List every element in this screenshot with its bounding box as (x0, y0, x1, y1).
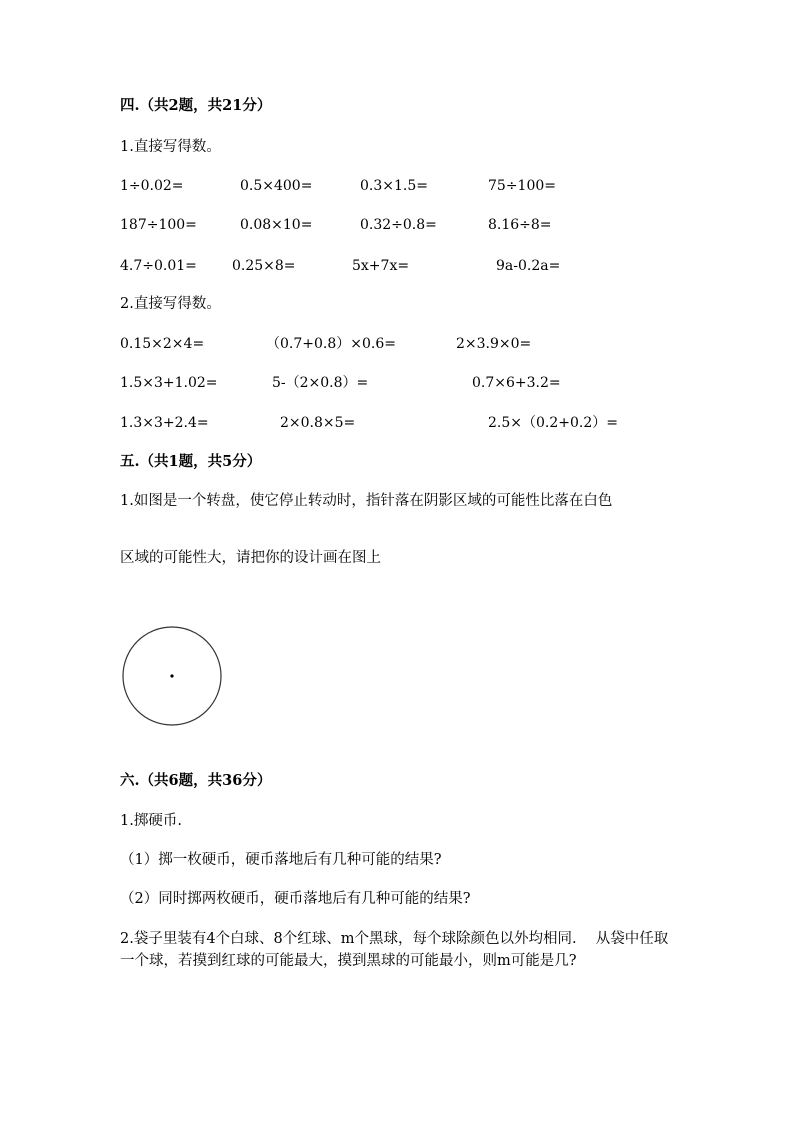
section-4-question-1-title: 1.直接写得数。 (120, 139, 221, 155)
section-4-question-2-title: 2.直接写得数。 (120, 296, 221, 312)
calc-item: 0.32÷0.8= (360, 217, 437, 233)
calc-item: 0.5×400= (240, 178, 313, 194)
calc-item: 8.16÷8= (488, 217, 552, 233)
section-6-question-2: 2.袋子里装有4个白球、8个红球、m个黑球，每个球除颜色以外均相同. 从袋中任取一个球，若摸到红球的可能最大，摸到黑球的可能最小，则m可能是几? (120, 931, 669, 969)
section-6-question-1-sub-1: （1）掷一枚硬币，硬币落地后有几种可能的结果? (120, 852, 442, 868)
calc-item: 1÷0.02= (120, 178, 184, 194)
calc-item: 0.25×8= (232, 258, 296, 274)
calc-item: 1.3×3+2.4= (120, 415, 209, 431)
calc-item: 5-（2×0.8）= (272, 375, 369, 391)
spinner-center-dot (170, 674, 173, 677)
calc-item: 5x+7x= (352, 258, 410, 274)
calc-item: 2×0.8×5= (280, 415, 356, 431)
section-6-question-1-title: 1.掷硬币. (120, 813, 182, 829)
section-6-title: 六.（共6题，共36分） (120, 772, 272, 789)
calc-item: 187÷100= (120, 217, 197, 233)
calc-item: 4.7÷0.01= (120, 258, 197, 274)
section-5-question-1-line-2: 区域的可能性大，请把你的设计画在图上 (120, 550, 381, 566)
calc-item: 2.5×（0.2+0.2）= (488, 415, 618, 431)
section-4-title: 四.（共2题，共21分） (120, 97, 272, 114)
section-5-title: 五.（共1题，共5分） (120, 453, 262, 470)
spinner-circle[interactable] (122, 626, 222, 726)
calc-item: 0.08×10= (240, 217, 313, 233)
calc-item: 0.15×2×4= (120, 336, 205, 352)
calc-item: 2×3.9×0= (456, 336, 532, 352)
section-5-question-1-line-1: 1.如图是一个转盘，使它停止转动时，指针落在阴影区域的可能性比落在白色 (120, 493, 613, 509)
calc-item: 0.3×1.5= (360, 178, 428, 194)
calc-item: （0.7+0.8）×0.6= (266, 336, 396, 352)
calc-item: 1.5×3+1.02= (120, 375, 218, 391)
calc-item: 75÷100= (488, 178, 556, 194)
calc-item: 9a-0.2a= (496, 258, 561, 274)
section-6-question-1-sub-2: （2）同时掷两枚硬币，硬币落地后有几种可能的结果? (120, 891, 471, 907)
calc-item: 0.7×6+3.2= (472, 375, 561, 391)
